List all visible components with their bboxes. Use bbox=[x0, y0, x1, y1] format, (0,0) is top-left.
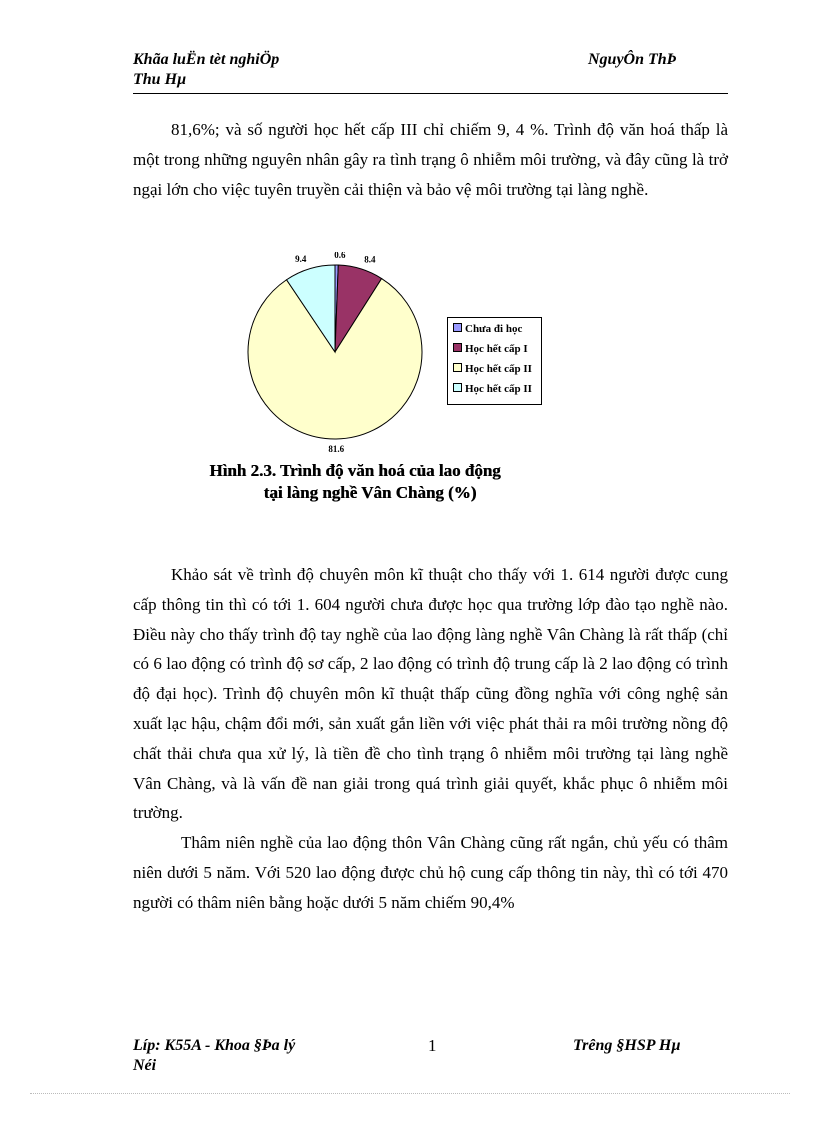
header-author: NguyÔn ThÞ bbox=[588, 51, 677, 68]
pie-value-label: 0.6 bbox=[334, 252, 346, 261]
legend-item bbox=[453, 362, 532, 376]
legend-label: Học hết cấp II bbox=[465, 363, 532, 375]
legend-item bbox=[453, 382, 532, 396]
legend-item bbox=[453, 342, 528, 356]
pie-chart bbox=[240, 252, 440, 452]
legend-label: Học hết cấp I bbox=[465, 343, 528, 355]
legend-swatch bbox=[453, 383, 462, 392]
body-paragraph-bottom bbox=[133, 560, 728, 918]
paragraph-text: Thâm niên nghề của lao động thôn Vân Chàng cũng rất ngắn, chủ yếu có thâm niên dưới 5 năm. Với 520 lao động được chủ hộ cung cấp thông tin này, thì có tới 470 người có thâm niên bằng hoặc dưới 5 năm chiếm 90,4% bbox=[133, 833, 728, 912]
figure-caption bbox=[185, 460, 525, 504]
body-paragraph-top bbox=[133, 115, 728, 204]
header-rule bbox=[133, 93, 728, 94]
legend-label: Chưa đi học bbox=[465, 323, 523, 335]
legend-label: Học hết cấp II bbox=[465, 383, 532, 395]
footer-school: Trêng §HSP Hµ bbox=[573, 1037, 681, 1054]
figure-caption-line2: tại làng nghề Vân Chàng (%) bbox=[263, 483, 477, 502]
legend-swatch bbox=[453, 323, 462, 332]
pie-value-label: 9.4 bbox=[295, 254, 307, 265]
legend-item bbox=[453, 322, 522, 336]
paragraph-text: Khảo sát về trình độ chuyên môn kĩ thuật cho thấy với 1. 614 người được cung cấp thông tin thì có tới 1. 604 người chưa được học qua trường lớp đào tạo nghề nào. Điều này cho thấy trình độ tay nghề của lao động làng nghề Vân Chàng là rất thấp (chỉ có 6 lao động có trình độ sơ cấp, 2 lao động có trình độ trung cấp là 2 lao động có trình độ đại học). Trình độ chuyên môn kĩ thuật thấp cũng đồng nghĩa với công nghệ sản xuất lạc hậu, chậm đổi mới, sản xuất gắn liền với việc phát thải ra môi trường nồng độ chất thải chưa qua xử lý, là tiền đề cho tình trạng ô nhiễm môi trường tại làng nghề Vân Chàng, và là vấn đề nan giải trong quá trình giải quyết, khắc phục ô nhiễm môi trường. bbox=[133, 565, 728, 823]
figure-caption-line1: Hình 2.3. Trình độ văn hoá của lao động bbox=[209, 461, 501, 480]
header-author-continued: Thu Hµ bbox=[133, 71, 187, 88]
pie-slices bbox=[248, 265, 422, 439]
header-title: Khãa luËn tèt nghiÖp bbox=[133, 51, 280, 68]
paragraph-text: 81,6%; và số người học hết cấp III chỉ chiếm 9, 4 %. Trình độ văn hoá thấp là một trong những nguyên nhân gây ra tình trạng ô nhiễm môi trường, và đây cũng là trở ngại lớn cho việc tuyên truyền cải thiện và bảo vệ môi trường tại làng nghề. bbox=[133, 120, 728, 199]
chart-legend bbox=[447, 317, 542, 405]
page-number: 1 bbox=[428, 1036, 437, 1055]
pie-value-label: 81.6 bbox=[328, 443, 345, 452]
footer-class: Líp: K55A - Khoa §Þa lý bbox=[133, 1037, 296, 1054]
page-bottom-dotted-line bbox=[30, 1093, 790, 1094]
footer-class-continued: Néi bbox=[133, 1057, 157, 1074]
legend-swatch bbox=[453, 363, 462, 372]
pie-value-label: 8.4 bbox=[364, 254, 376, 265]
legend-swatch bbox=[453, 343, 462, 352]
